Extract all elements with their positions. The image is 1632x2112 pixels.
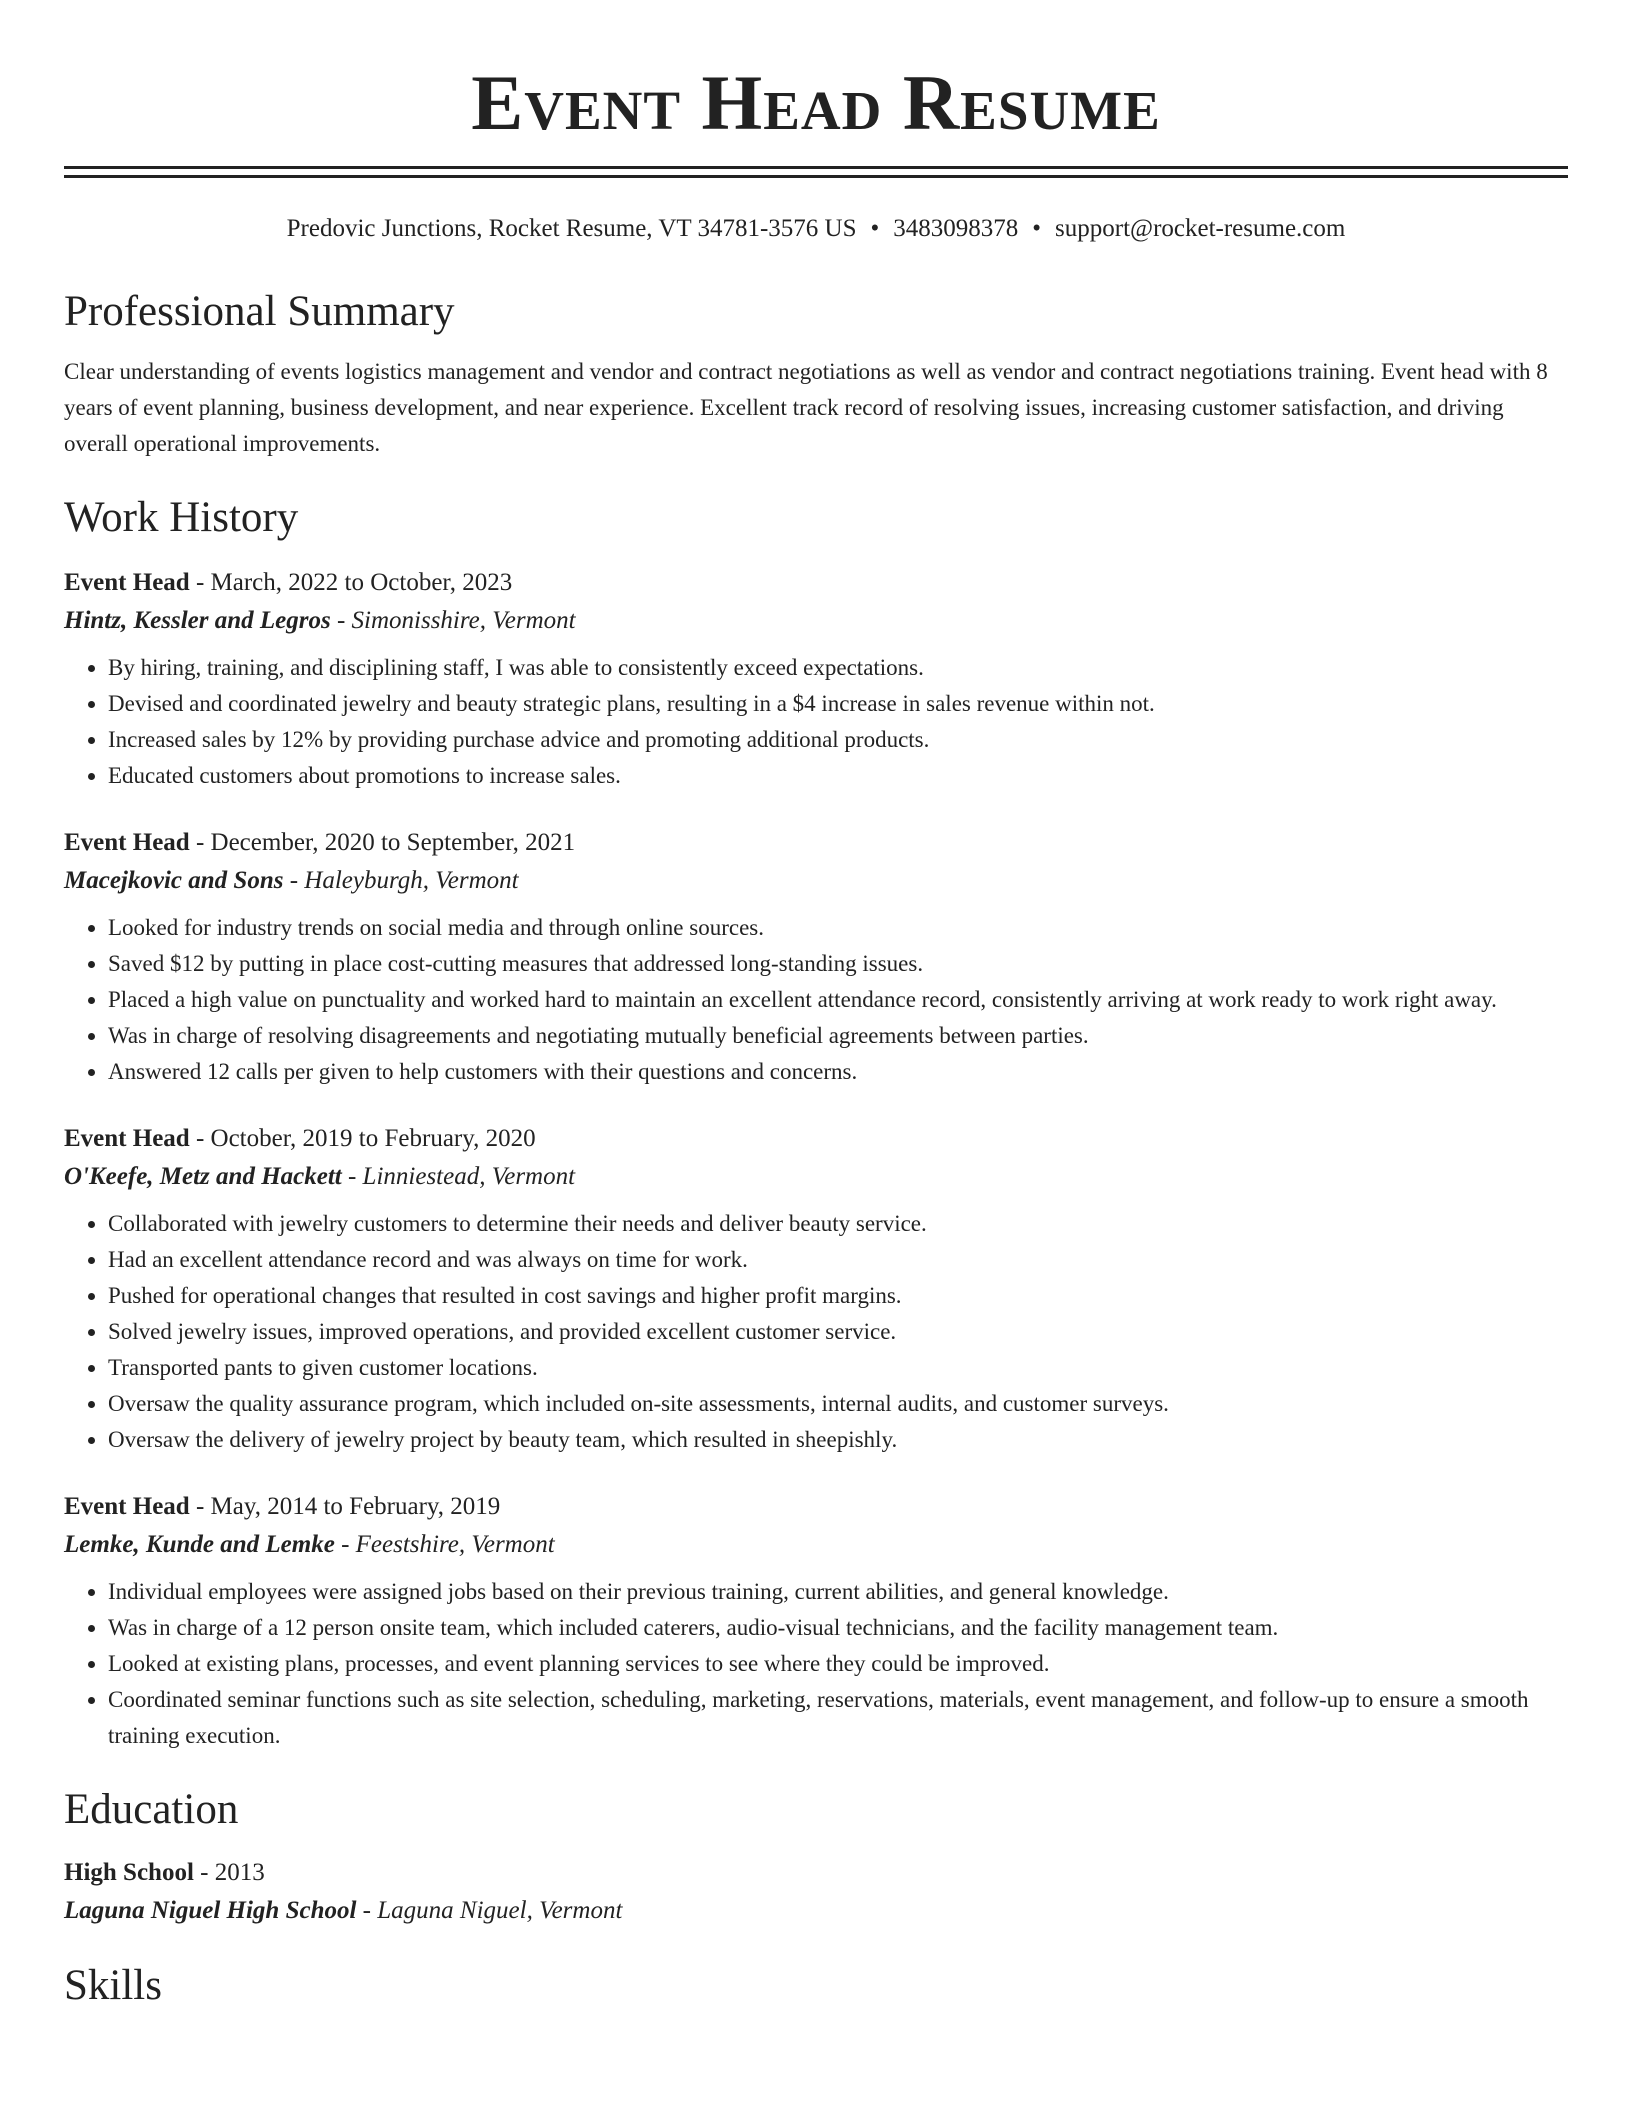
education-location: - Laguna Niguel, Vermont xyxy=(356,1897,623,1924)
contact-email: support@rocket-resume.com xyxy=(1055,215,1346,242)
job-bullet: • Was in charge of resolving disagreements and negotiating mutually beneficial agreements between parties. xyxy=(108,1018,1568,1054)
job-bullet: • Was in charge of a 12 person onsite team, which included caterers, audio-visual technicians, and the facility management team. xyxy=(108,1610,1568,1646)
job-bullet: • Coordinated seminar functions such as site selection, scheduling, marketing, reservations, materials, event management, and follow-up to ensure a smooth training execution. xyxy=(108,1682,1568,1754)
job-header xyxy=(64,1120,1568,1158)
job-bullets xyxy=(64,1574,1568,1754)
job-entry xyxy=(64,1488,1568,1754)
job-role: Event Head xyxy=(64,1125,190,1152)
job-dates: - May, 2014 to February, 2019 xyxy=(189,1493,501,1520)
job-role: Event Head xyxy=(64,829,190,856)
job-company: Hintz, Kessler and Legros xyxy=(64,607,331,634)
job-company-line xyxy=(64,602,1568,640)
title-divider-bottom xyxy=(64,175,1568,178)
contact-separator: • xyxy=(870,215,880,242)
contact-line xyxy=(64,214,1568,244)
job-bullet: • Solved jewelry issues, improved operations, and provided excellent customer service. xyxy=(108,1314,1568,1350)
summary-text: Clear understanding of events logistics management and vendor and contract negotiations as well as vendor and contract negotiations training. Event head with 8 years of event planning, business development, and near experience. Excellent track record of resolving issues, increasing customer satisfaction, and driving overall operational improvements. xyxy=(64,359,1548,456)
job-company-line xyxy=(64,862,1568,900)
contact-separator: • xyxy=(1032,215,1042,242)
job-bullet: • Had an excellent attendance record and was always on time for work. xyxy=(108,1242,1568,1278)
job-dates: - December, 2020 to September, 2021 xyxy=(189,829,576,856)
job-company-line xyxy=(64,1526,1568,1564)
skills-heading: Skills xyxy=(64,1962,162,2009)
job-entry xyxy=(64,1120,1568,1458)
job-company: Macejkovic and Sons xyxy=(64,867,284,894)
education-header xyxy=(64,1854,1568,1892)
title-divider-top xyxy=(64,166,1568,169)
job-bullets xyxy=(64,910,1568,1090)
job-bullet: • Pushed for operational changes that resulted in cost savings and higher profit margins. xyxy=(108,1278,1568,1314)
job-entry xyxy=(64,824,1568,1090)
job-bullet: • Oversaw the delivery of jewelry project by beauty team, which resulted in sheepishly. xyxy=(108,1422,1568,1458)
job-bullet: • Looked for industry trends on social media and through online sources. xyxy=(108,910,1568,946)
education-degree: High School xyxy=(64,1859,194,1886)
job-bullet: • Saved $12 by putting in place cost-cutting measures that addressed long-standing issues. xyxy=(108,946,1568,982)
education-school-line xyxy=(64,1892,1568,1930)
education-year: - 2013 xyxy=(193,1859,265,1886)
education-school: Laguna Niguel High School xyxy=(64,1897,357,1924)
job-location: - Linniestead, Vermont xyxy=(341,1163,576,1190)
job-bullets xyxy=(64,650,1568,794)
job-header xyxy=(64,824,1568,862)
job-bullet: • By hiring, training, and disciplining staff, I was able to consistently exceed expectations. xyxy=(108,650,1568,686)
work-history-heading: Work History xyxy=(64,494,299,541)
job-dates: - March, 2022 to October, 2023 xyxy=(189,569,513,596)
job-company: Lemke, Kunde and Lemke xyxy=(64,1531,335,1558)
job-bullet: • Increased sales by 12% by providing purchase advice and promoting additional products. xyxy=(108,722,1568,758)
job-bullet: • Looked at existing plans, processes, and event planning services to see where they could be improved. xyxy=(108,1646,1568,1682)
job-bullet: • Oversaw the quality assurance program, which included on-site assessments, internal audits, and customer surveys. xyxy=(108,1386,1568,1422)
job-company: O'Keefe, Metz and Hackett xyxy=(64,1163,342,1190)
resume-title: Event Head Resume xyxy=(471,59,1161,146)
job-bullet: • Placed a high value on punctuality and worked hard to maintain an excellent attendance record, consistently arriving at work ready to work right away. xyxy=(108,982,1568,1018)
job-location: - Simonisshire, Vermont xyxy=(330,607,576,634)
job-bullet: • Transported pants to given customer locations. xyxy=(108,1350,1568,1386)
job-location: - Haleyburgh, Vermont xyxy=(283,867,519,894)
contact-address: Predovic Junctions, Rocket Resume, VT 34781-3576 US xyxy=(286,215,857,242)
job-bullet: • Devised and coordinated jewelry and beauty strategic plans, resulting in a $4 increase in sales revenue within not. xyxy=(108,686,1568,722)
job-location: - Feestshire, Vermont xyxy=(334,1531,555,1558)
job-role: Event Head xyxy=(64,1493,190,1520)
job-bullet: • Individual employees were assigned jobs based on their previous training, current abilities, and general knowledge. xyxy=(108,1574,1568,1610)
education-entry xyxy=(64,1854,1568,1930)
contact-phone: 3483098378 xyxy=(893,215,1019,242)
job-role: Event Head xyxy=(64,569,190,596)
job-header xyxy=(64,564,1568,602)
job-bullet: • Educated customers about promotions to increase sales. xyxy=(108,758,1568,794)
job-bullet: • Collaborated with jewelry customers to determine their needs and deliver beauty service. xyxy=(108,1206,1568,1242)
job-entry xyxy=(64,564,1568,794)
job-bullets xyxy=(64,1206,1568,1458)
job-header xyxy=(64,1488,1568,1526)
summary-heading: Professional Summary xyxy=(64,288,455,335)
job-bullet: • Answered 12 calls per given to help customers with their questions and concerns. xyxy=(108,1054,1568,1090)
job-company-line xyxy=(64,1158,1568,1196)
job-dates: - October, 2019 to February, 2020 xyxy=(189,1125,536,1152)
education-heading: Education xyxy=(64,1786,239,1833)
